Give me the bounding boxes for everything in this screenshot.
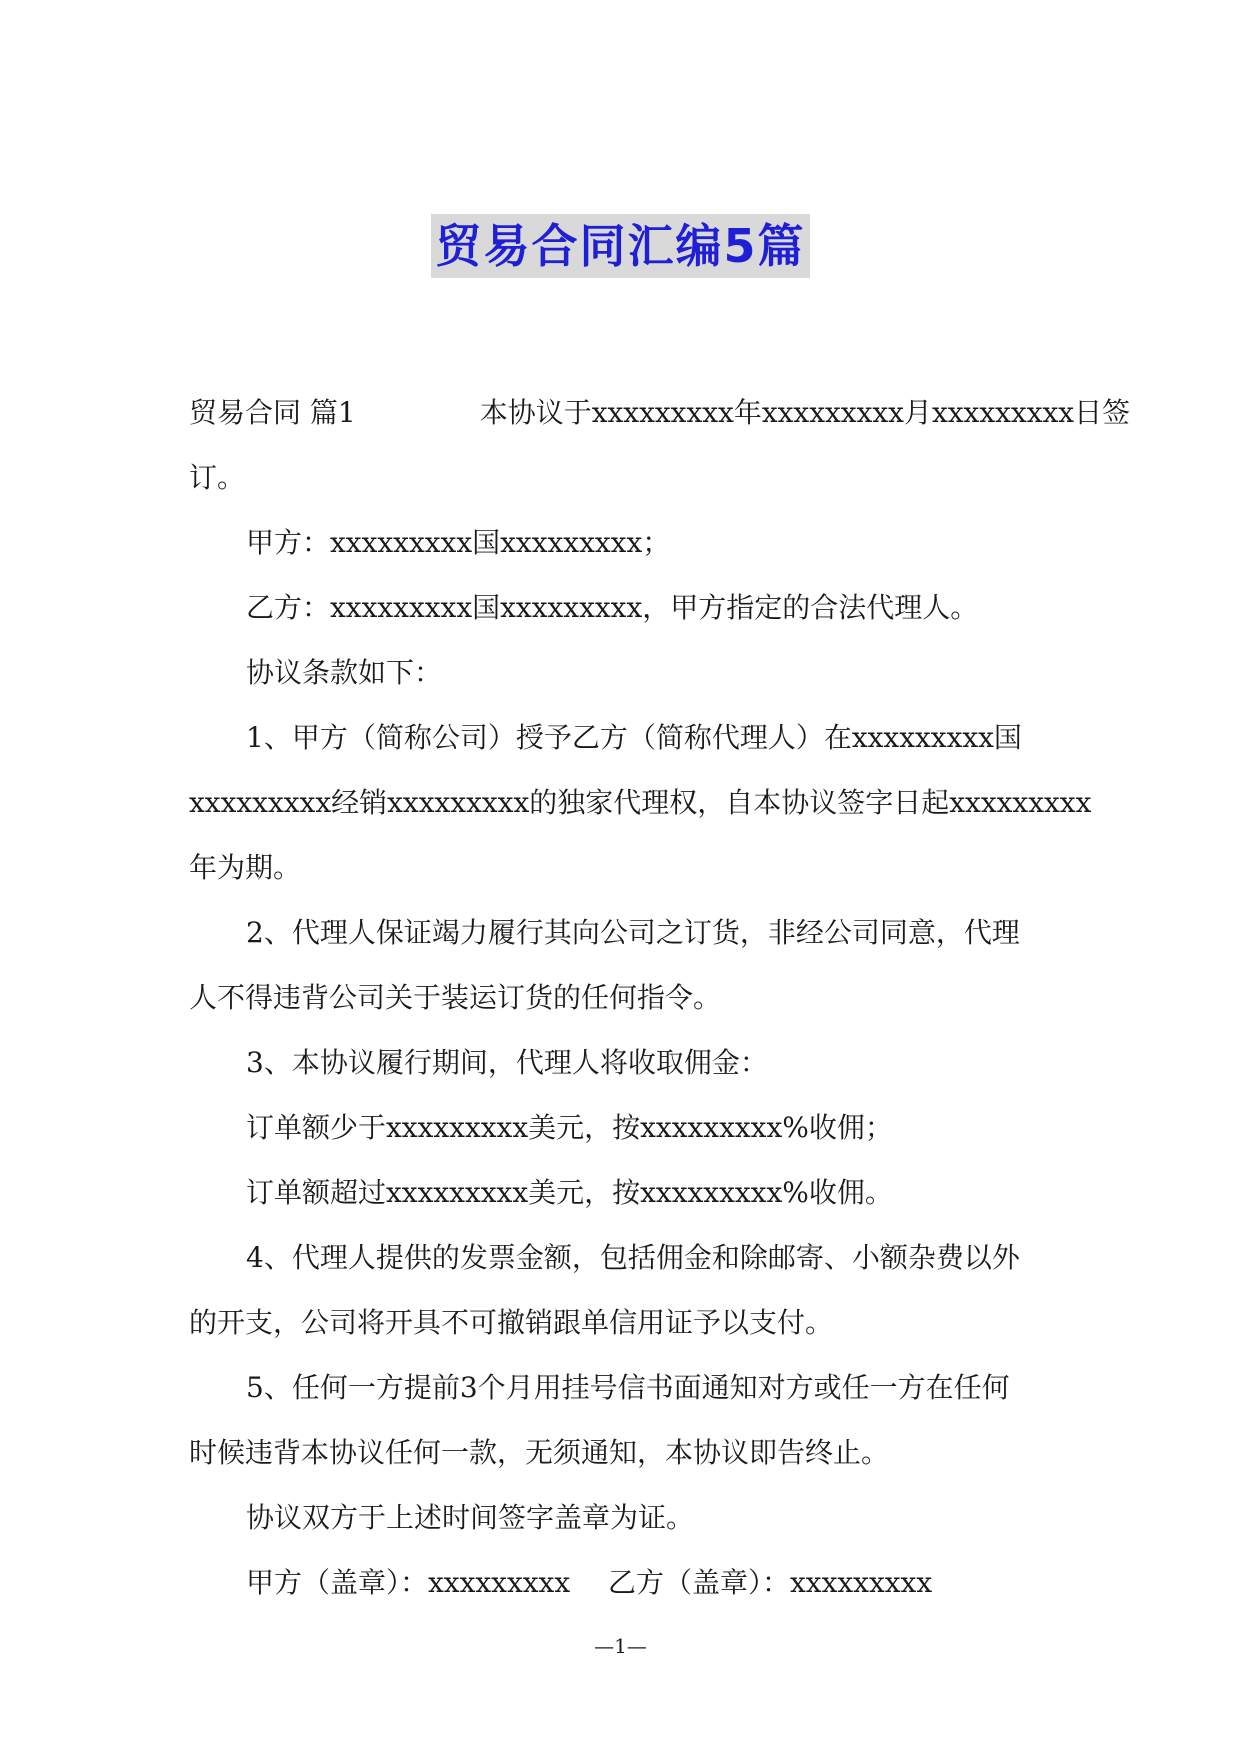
document-title: 贸易合同汇编5篇 bbox=[431, 214, 809, 278]
paragraph-line: 年为期。 bbox=[189, 851, 302, 884]
paragraph-line: 5、任何一方提前3个月用挂号信书面通知对方或任一方在任何 bbox=[246, 1371, 1010, 1404]
paragraph-line: 协议条款如下： bbox=[246, 656, 443, 689]
paragraph-line: 时候违背本协议任何一款，无须通知，本协议即告终止。 bbox=[189, 1436, 890, 1469]
paragraph-line bbox=[189, 380, 1131, 445]
party-a-signature: 甲方（盖章）：xxxxxxxxx bbox=[246, 1566, 571, 1599]
title-container bbox=[0, 214, 1241, 278]
paragraph-line: 协议双方于上述时间签字盖章为证。 bbox=[246, 1501, 695, 1534]
party-b-signature: 乙方（盖章）：xxxxxxxxx bbox=[608, 1566, 933, 1599]
section-heading: 贸易合同 篇1 bbox=[189, 396, 356, 429]
paragraph-line: 2、代理人保证竭力履行其向公司之订货，非经公司同意，代理 bbox=[246, 916, 1020, 949]
paragraph-line: 订。 bbox=[189, 461, 246, 494]
paragraph-line: 1、甲方（简称公司）授予乙方（简称代理人）在xxxxxxxxx国 bbox=[246, 721, 1022, 754]
document-body bbox=[189, 380, 1131, 1615]
paragraph-line: 乙方：xxxxxxxxx国xxxxxxxxx，甲方指定的合法代理人。 bbox=[246, 591, 979, 624]
paragraph-text: 本协议于xxxxxxxxx年xxxxxxxxx月xxxxxxxxx日签 bbox=[479, 396, 1131, 429]
paragraph-line: 订单额超过xxxxxxxxx美元，按xxxxxxxxx%收佣。 bbox=[246, 1176, 893, 1209]
page-number: —1— bbox=[594, 1634, 647, 1658]
signature-line bbox=[189, 1550, 1055, 1615]
paragraph-line: 甲方：xxxxxxxxx国xxxxxxxxx； bbox=[246, 526, 671, 559]
paragraph-line: 3、本协议履行期间，代理人将收取佣金： bbox=[246, 1046, 768, 1079]
paragraph-line: 订单额少于xxxxxxxxx美元，按xxxxxxxxx%收佣； bbox=[246, 1111, 893, 1144]
paragraph-line: 的开支，公司将开具不可撤销跟单信用证予以支付。 bbox=[189, 1306, 834, 1339]
paragraph-line: xxxxxxxxx经销xxxxxxxxx的独家代理权，自本协议签字日起xxxxxxxxx bbox=[189, 786, 1092, 819]
paragraph-line: 人不得违背公司关于装运订货的任何指令。 bbox=[189, 981, 722, 1014]
paragraph-line: 4、代理人提供的发票金额，包括佣金和除邮寄、小额杂费以外 bbox=[246, 1241, 1020, 1274]
